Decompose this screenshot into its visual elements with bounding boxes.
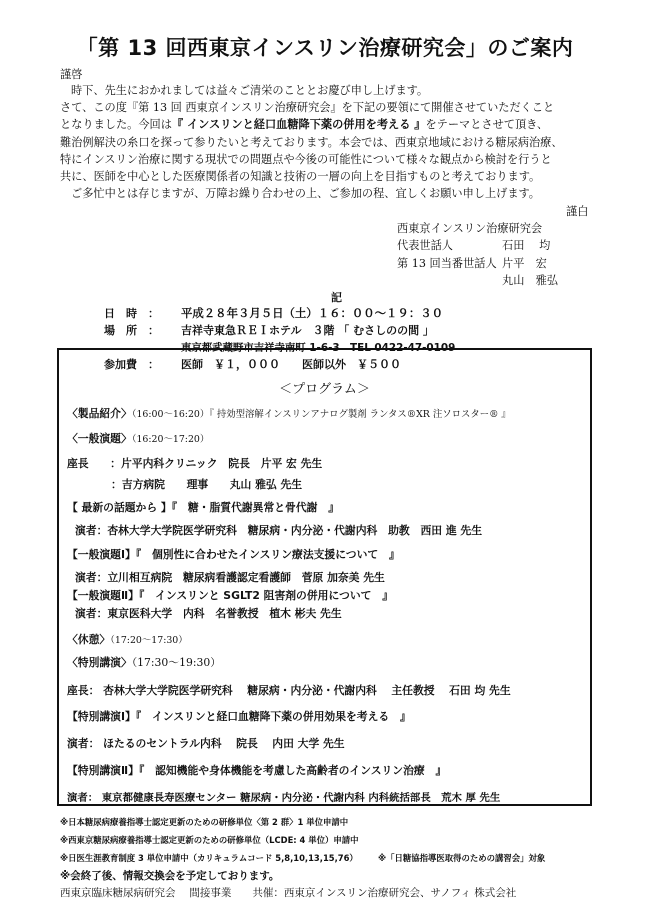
section-label: 〈一般演題〉	[67, 432, 132, 445]
ki-heading: 記	[331, 291, 342, 304]
organization-name: 西東京インスリン治療研究会	[397, 222, 543, 235]
credit-note-4: ※「日糖協指導医取得のための講習会」対象	[378, 853, 546, 863]
place-label: 場 所 ：	[104, 324, 159, 337]
letter-text: をテーマとさせて頂き、	[425, 118, 549, 131]
special-lecture-2-speaker: 演者： 東京都健康長寿医療センター 糖尿病・内分泌・代謝内科 内科統括部長 荒木 厚 先生	[67, 792, 501, 804]
credit-note-1: ※日本糖尿病療養指導士認定更新のための研修単位〈第 2 群〉1 単位申請中	[60, 817, 349, 827]
session-time: （17:30～19:30）	[131, 656, 222, 669]
host-name-2: 丸山 雅弘	[502, 274, 558, 287]
letter-text: となりました。今回は	[60, 118, 172, 131]
letter-paragraph-2e: 共に、医師を中心とした医療関係者の知識と技術の一層の向上を目指すものと考えております。	[60, 170, 541, 183]
program-heading: ＜プログラム＞	[279, 382, 370, 397]
session-time: （17:20～17:30）	[110, 635, 188, 646]
theme-text: 『 インスリンと経口血糖降下薬の併用を考える 』	[171, 118, 426, 131]
letter-paragraph-1: 時下、先生におかれましては益々ご清栄のこととお慶び申し上げます。	[71, 84, 429, 97]
credit-note-2: ※西東京糖尿病療養指導士認定更新のための研修単位（LCDE: 4 単位）申請中	[60, 835, 359, 845]
venue-address: 東京都武蔵野市吉祥寺南町 1-6-3 TEL 0422-47-0109	[181, 342, 456, 354]
break-row	[67, 632, 188, 647]
date-label: 日 時 ：	[104, 307, 159, 320]
general-session-header	[67, 431, 209, 446]
session-time: （16:00～16:20）	[131, 409, 210, 420]
representative-name: 石田 均	[502, 239, 551, 252]
product-name: 『 持効型溶解インスリンアナログ製剤 ランタス®XR 注ソロスター® 』	[209, 409, 511, 420]
letter-paragraph-3: ご多忙中とは存じますが、万障お繰り合わせの上、ご参加の程、宜しくお願い申し上げます。	[71, 187, 540, 200]
reception-note: ※会終了後、情報交換会を予定しております。	[60, 870, 280, 882]
program-box	[57, 348, 592, 806]
special-lecture-1-speaker: 演者： ほたるのセントラル内科 院長 内田 大学 先生	[67, 737, 345, 750]
product-intro	[67, 406, 511, 421]
closing: 謹白	[566, 205, 589, 218]
host-role: 第 13 回当番世話人	[397, 257, 497, 270]
page-title: 「第 13 回西東京インスリン治療研究会」のご案内	[76, 36, 574, 60]
credit-note-3: ※日医生涯教育制度 3 単位申請中（カリキュラムコード 5,8,10,13,15,76）	[60, 853, 358, 863]
section-label: 〈特別講演〉	[67, 656, 132, 669]
special-lecture-1-title: 【特別講演Ⅰ】『 インスリンと経口血糖降下薬の併用効果を考える 』	[67, 710, 411, 723]
topic-speaker: 演者：杏林大学大学院医学研究科 糖尿病・内分泌・代謝内科 助教 西田 進 先生	[75, 524, 482, 537]
special-lecture-2-title: 【特別講演Ⅱ】『 認知機能や身体機能を考慮した高齢者のインスリン治療 』	[67, 764, 447, 777]
session-time: （16:20～17:20）	[131, 434, 210, 445]
salutation: 謹啓	[60, 68, 83, 81]
general-talk-2-speaker: 演者：東京医科大学 内科 名誉教授 植木 彬夫 先生	[75, 607, 342, 620]
letter-paragraph-2a: さて、この度『第 13 回 西東京インスリン治療研究会』を下記の要領にて開催させていただくこと	[60, 101, 555, 114]
event-date: 平成２８年３月５日（土）１６：００～１９：３０	[181, 306, 443, 320]
chair-2: ：吉方病院 理事 丸山 雅弘 先生	[111, 478, 303, 491]
participation-fee: 医師 ￥１，０００ 医師以外 ￥５００	[181, 358, 401, 371]
general-talk-1-speaker: 演者：立川相互病院 糖尿病看護認定看護師 菅原 加奈美 先生	[75, 571, 385, 584]
representative-role: 代表世話人	[397, 239, 453, 252]
letter-paragraph-2c: 難治例解決の糸口を探って参りたいと考えております。本会では、西東京地域における糖尿病治療、	[60, 136, 563, 149]
event-venue: 吉祥寺東急ＲＥＩホテル ３階 「 むさしのの間 」	[181, 324, 434, 337]
section-label: 〈休憩〉	[67, 633, 111, 646]
chair-1: 座長 ：片平内科クリニック 院長 片平 宏 先生	[67, 457, 323, 470]
letter-paragraph-2d: 特にインスリン治療に関する現状での問題点や今後の可能性について様々な観点から検討を行うと	[60, 153, 552, 166]
host-name-1: 片平 宏	[502, 257, 547, 270]
general-talk-1-title: 【一般演題Ⅰ】『 個別性に合わせたインスリン療法支援について 』	[67, 548, 400, 561]
fee-label: 参加費 ：	[104, 358, 159, 371]
sponsor-line: 西東京臨床糖尿病研究会 間接事業 共催：西東京インスリン治療研究会、サノフィ 株式会社	[60, 887, 517, 899]
topic-title: 【 最新の話題から 】『 糖・脂質代謝異常と骨代謝 』	[67, 501, 340, 514]
special-lecture-header	[67, 655, 221, 670]
chair-3: 座長： 杏林大学大学院医学研究科 糖尿病・内分泌・代謝内科 主任教授 石田 均 先生	[67, 684, 511, 697]
letter-paragraph-2b	[60, 116, 548, 133]
section-label: 〈製品紹介〉	[67, 407, 132, 420]
general-talk-2-title: 【一般演題Ⅱ】『 インスリンと SGLT2 阻害剤の併用について 』	[67, 589, 394, 602]
